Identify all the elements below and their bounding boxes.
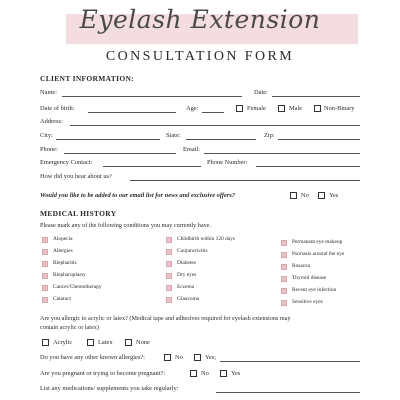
- rosacea-checkbox[interactable]: [281, 264, 287, 270]
- diabetes-checkbox[interactable]: [166, 261, 172, 267]
- blepharoplasty-label: Blepharoplasty: [53, 272, 86, 278]
- emergency-phone-label: Phone Number:: [207, 159, 248, 166]
- alopecia-checkbox[interactable]: [42, 237, 48, 243]
- glaucoma-label: Glaucoma: [177, 296, 200, 302]
- female-label: Female: [247, 105, 266, 112]
- pregnancy-yes-checkbox[interactable]: [220, 370, 227, 377]
- alopecia-label: Alopecia: [53, 236, 73, 242]
- eye-infection-label: Recent eye infection: [292, 287, 337, 293]
- address-label: Address:: [40, 118, 63, 125]
- other-allergies-no-label: No: [175, 354, 183, 361]
- conjunctivitis-label: Conjunctivitis: [177, 248, 208, 254]
- blepharoplasty-checkbox[interactable]: [42, 273, 48, 279]
- newsletter-row: [40, 191, 360, 201]
- pregnancy-no-checkbox[interactable]: [190, 370, 197, 377]
- nonbinary-label: Non-Binary: [324, 105, 355, 112]
- conditions-instruction: Please mark any of the following conditions you may currently have.: [40, 222, 211, 229]
- allergy-options-row: [40, 338, 360, 348]
- nonbinary-checkbox[interactable]: [314, 105, 321, 112]
- newsletter-no-checkbox[interactable]: [290, 192, 297, 199]
- newsletter-no-label: No: [301, 192, 309, 199]
- blepharitis-label: Blepharitis: [53, 260, 77, 266]
- other-allergies-yes-checkbox[interactable]: [194, 354, 201, 361]
- pregnancy-no-label: No: [201, 370, 209, 377]
- eye-infection-checkbox[interactable]: [281, 288, 287, 294]
- acrylic-checkbox[interactable]: [42, 339, 49, 346]
- female-checkbox[interactable]: [236, 105, 243, 112]
- other-allergies-no-checkbox[interactable]: [164, 354, 171, 361]
- pregnancy-label: Are you pregnant or trying to become pregnant?:: [40, 370, 166, 377]
- eczema-checkbox[interactable]: [166, 285, 172, 291]
- diabetes-label: Diabetes: [177, 260, 196, 266]
- state-field[interactable]: [186, 139, 256, 140]
- permanent-makeup-checkbox[interactable]: [281, 240, 287, 246]
- thyroid-label: Thyroid disease: [292, 275, 327, 281]
- pregnancy-yes-label: Yes: [231, 370, 241, 377]
- phone-label: Phone:: [40, 146, 58, 153]
- male-label: Male: [289, 105, 303, 112]
- name-field[interactable]: [62, 96, 242, 97]
- conjunctivitis-checkbox[interactable]: [166, 249, 172, 255]
- newsletter-question: Would you like to be added to our email list for news and exclusive offers?: [40, 192, 236, 199]
- pregnancy-row: [40, 369, 360, 379]
- email-label: Email:: [183, 146, 201, 153]
- dry-eyes-checkbox[interactable]: [166, 273, 172, 279]
- glaucoma-checkbox[interactable]: [166, 297, 172, 303]
- referral-label: How did you hear about us?: [40, 173, 112, 180]
- dry-eyes-label: Dry eyes: [177, 272, 197, 278]
- childbirth-checkbox[interactable]: [166, 237, 172, 243]
- latex-checkbox[interactable]: [87, 339, 94, 346]
- city-state-zip-row: [40, 131, 360, 141]
- none-label: None: [136, 339, 150, 346]
- date-field[interactable]: [272, 96, 360, 97]
- allergy-question-line2: contain acrylic or latex): [40, 324, 99, 331]
- allergies-label: Allergies: [53, 248, 73, 254]
- emergency-field[interactable]: [103, 166, 201, 167]
- sensitive-eyes-label: Sensitive eyes: [292, 299, 323, 305]
- childbirth-label: Childbirth within 120 days: [177, 236, 235, 242]
- thyroid-checkbox[interactable]: [281, 276, 287, 282]
- none-checkbox[interactable]: [125, 339, 132, 346]
- form-title: CONSULTATION FORM: [105, 49, 295, 64]
- state-label: State:: [166, 132, 181, 139]
- phone-email-row: [40, 145, 360, 155]
- psoriasis-label: Psoriasis around the eye: [292, 251, 345, 257]
- male-checkbox[interactable]: [278, 105, 285, 112]
- other-allergies-row: [40, 353, 360, 363]
- city-field[interactable]: [56, 139, 160, 140]
- allergy-question-line1: Are you allergic to acrylic or latex? (Medical tape and adhesives required for eyelash extensions may: [40, 315, 291, 322]
- medications-field[interactable]: [216, 392, 360, 393]
- permanent-makeup-label: Permanent eye makeup: [292, 239, 343, 245]
- medications-row: [40, 384, 360, 394]
- rosacea-label: Rosacea: [292, 263, 310, 269]
- emergency-row: [40, 158, 360, 168]
- referral-field[interactable]: [130, 180, 360, 181]
- acrylic-label: Acrylic: [53, 339, 73, 346]
- zip-label: Zip:: [264, 132, 275, 139]
- phone-field[interactable]: [64, 153, 176, 154]
- medical-history-heading: MEDICAL HISTORY: [40, 209, 117, 218]
- dob-row: [40, 104, 360, 114]
- client-info-heading: CLIENT INFORMATION:: [40, 74, 134, 83]
- name-date-row: [40, 88, 360, 98]
- psoriasis-checkbox[interactable]: [281, 252, 287, 258]
- eczema-label: Eczema: [177, 284, 195, 290]
- date-label: Date:: [254, 89, 268, 96]
- zip-field[interactable]: [278, 139, 360, 140]
- newsletter-yes-checkbox[interactable]: [318, 192, 325, 199]
- name-label: Name:: [40, 89, 58, 96]
- other-allergies-label: Do you have any other known allergies?:: [40, 354, 145, 361]
- emergency-phone-field[interactable]: [256, 166, 360, 167]
- dob-label: Date of birth:: [40, 105, 75, 112]
- age-field[interactable]: [202, 112, 224, 113]
- cancer-label: Cancer/Chemotherapy: [53, 284, 102, 290]
- cataract-checkbox[interactable]: [42, 297, 48, 303]
- sensitive-eyes-checkbox[interactable]: [281, 300, 287, 306]
- other-allergies-field[interactable]: [220, 361, 360, 362]
- allergies-checkbox[interactable]: [42, 249, 48, 255]
- dob-field[interactable]: [88, 112, 176, 113]
- city-label: City:: [40, 132, 53, 139]
- address-row: [40, 117, 360, 127]
- blepharitis-checkbox[interactable]: [42, 261, 48, 267]
- emergency-label: Emergency Contact:: [40, 159, 93, 166]
- other-allergies-yes-label: Yes;: [205, 354, 217, 361]
- newsletter-yes-label: Yes: [329, 192, 339, 199]
- address-field[interactable]: [70, 125, 360, 126]
- medications-label: List any medications/ supplements you take regularly:: [40, 385, 179, 392]
- email-field[interactable]: [204, 153, 360, 154]
- age-label: Age:: [186, 105, 199, 112]
- cataract-label: Cataract: [53, 296, 71, 302]
- script-title: Eyelash Extension: [79, 5, 321, 34]
- referral-row: [40, 172, 360, 182]
- latex-label: Latex: [98, 339, 113, 346]
- cancer-checkbox[interactable]: [42, 285, 48, 291]
